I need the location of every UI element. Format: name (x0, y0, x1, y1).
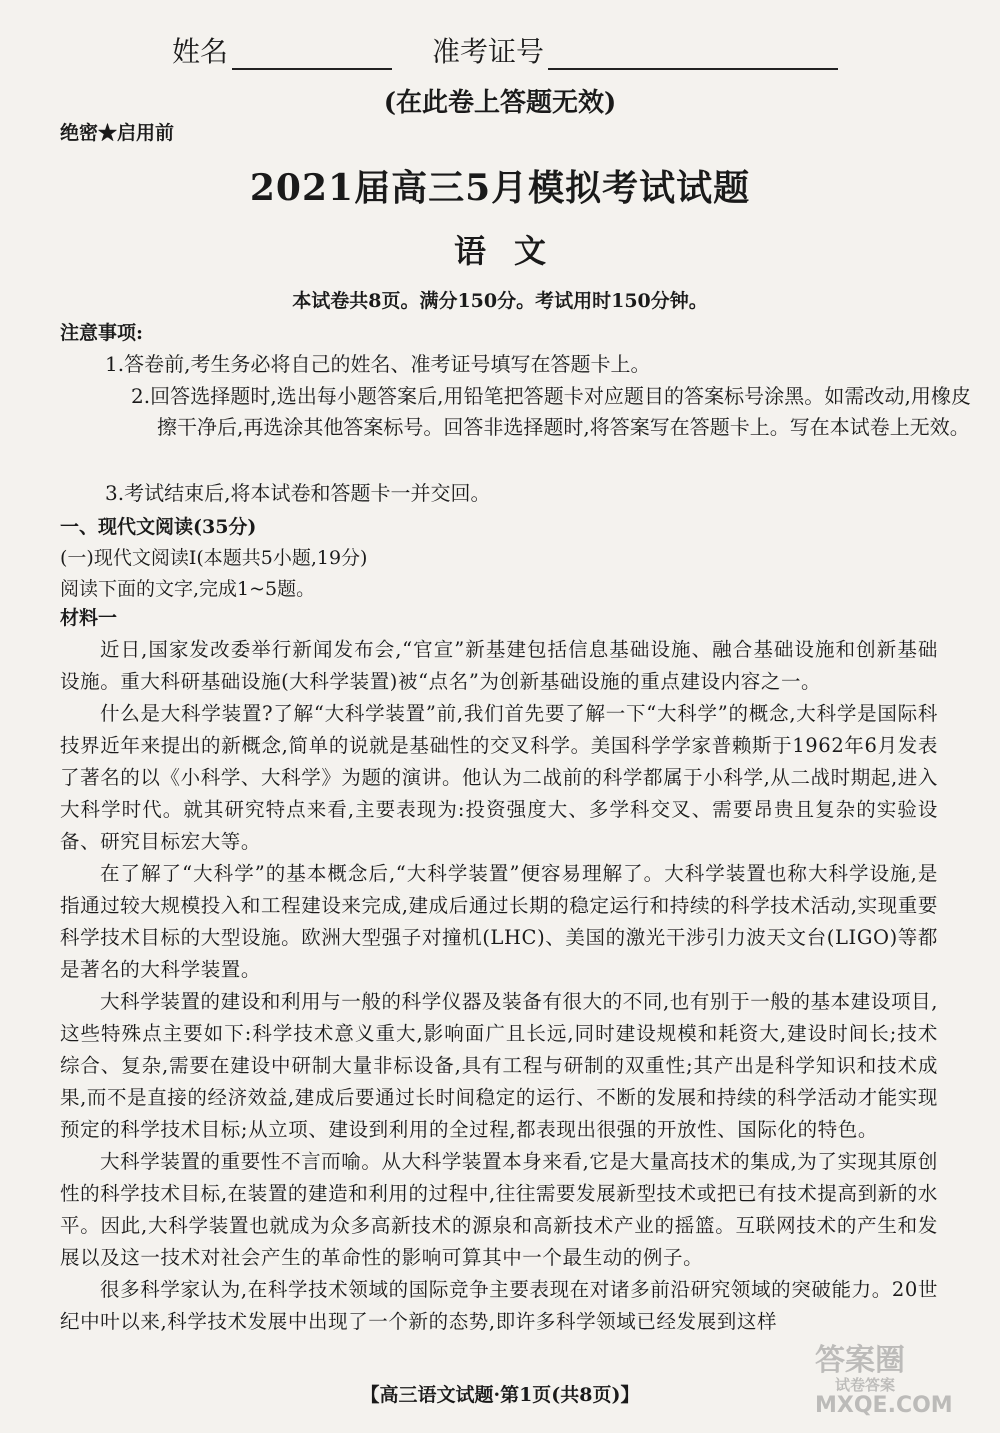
notice-item: 3.考试结束后,将本试卷和答题卡一并交回。 (105, 481, 491, 505)
material-label: 材料一 (60, 607, 118, 629)
name-blank-line (232, 38, 392, 70)
exam-title: 2021届高三5月模拟考试试题 (249, 167, 751, 209)
watermark-url: MXQE.COM (815, 1393, 953, 1418)
passage (60, 634, 938, 1338)
passage-paragraph: 大科学装置的重要性不言而喻。从大科学装置本身来看,它是大量高技术的集成,为了实现其原创性的科学技术目标,在装置的建造和利用的过程中,往往需要发展新型技术或把已有技术提高到新的水平。因此,大科学装置也就成为众多高新技术的源泉和高新技术产业的摇篮。互联网技术的产生和发展以及这一技术对社会产生的革命性的影响可算其中一个最生动的例子。 (60, 1150, 938, 1269)
passage-paragraph: 近日,国家发改委举行新闻发布会,“官宣”新基建包括信息基础设施、融合基础设施和创新基础设施。重大科研基础设施(大科学装置)被“点名”为创新基础设施的重点建设内容之一。 (60, 638, 938, 693)
watermark-logo: 答案圈 (815, 1343, 905, 1378)
candidate-info-row (172, 30, 838, 70)
notice-heading: 注意事项: (60, 322, 144, 344)
instruction-text: 阅读下面的文字,完成1~5题。 (60, 578, 316, 600)
page-footer: 【高三语文试题·第1页(共8页)】 (360, 1384, 640, 1406)
secret-label: 绝密★启用前 (60, 122, 175, 144)
passage-paragraph: 很多科学家认为,在科学技术领域的国际竞争主要表现在对诸多前沿研究领域的突破能力。20世纪中叶以来,科学技术发展中出现了一个新的态势,即许多科学领域已经发展到这样 (60, 1278, 938, 1333)
subsection-heading: (一)现代文阅读Ⅰ(本题共5小题,19分) (60, 547, 368, 569)
watermark (815, 1345, 953, 1419)
passage-paragraph: 大科学装置的建设和利用与一般的科学仪器及装备有很大的不同,也有别于一般的基本建设项目,这些特殊点主要如下:科学技术意义重大,影响面广且长远,同时建设规模和耗资大,建设时间长;技术综合、复杂,需要在建设中研制大量非标设备,具有工程与研制的双重性;其产出是科学知识和技术成果,而不是直接的经济效益,建成后要通过长时间稳定的运行、不断的发展和持续的科学活动才能实现预定的科学技术目标;从立项、建设到利用的全过程,都表现出很强的开放性、国际化的特色。 (60, 990, 938, 1141)
name-label: 姓名 (172, 35, 229, 68)
passage-paragraph: 在了解了“大科学”的基本概念后,“大科学装置”便容易理解了。大科学装置也称大科学设施,是指通过较大规模投入和工程建设来完成,建成后通过长期的稳定运行和持续的科学技术活动,实现重要科学技术目标的大型设施。欧洲大型强子对撞机(LHC)、美国的激光干涉引力波天文台(LIGO)等都是著名的大科学装置。 (60, 862, 938, 981)
section-heading: 一、现代文阅读(35分) (60, 516, 257, 538)
subject-title: 语文 (453, 232, 574, 270)
exam-id-label: 准考证号 (432, 35, 545, 68)
notice-item: 2.回答选择题时,选出每小题答案后,用铅笔把答题卡对应题目的答案标号涂黑。如需改动,用橡皮擦干净后,再选涂其他答案标号。回答非选择题时,将答案写在答题卡上。写在本试卷上无效。 (131, 384, 971, 439)
exam-info: 本试卷共8页。满分150分。考试用时150分钟。 (292, 290, 708, 312)
passage-paragraph: 什么是大科学装置?了解“大科学装置”前,我们首先要了解一下“大科学”的概念,大科学是国际科技界近年来提出的新概念,简单的说就是基础性的交叉科学。美国科学学家普赖斯于1962年6月发表了著名的以《小科学、大科学》为题的演讲。他认为二战前的科学都属于小科学,从二战时期起,进入大科学时代。就其研究特点来看,主要表现为:投资强度大、多学科交叉、需要昂贵且复杂的实验设备、研究目标宏大等。 (60, 702, 938, 853)
notice-item: 1.答卷前,考生务必将自己的姓名、准考证号填写在答题卡上。 (105, 352, 651, 376)
exam-id-blank-line (548, 38, 838, 70)
watermark-subtitle: 试卷答案 (835, 1376, 896, 1394)
invalid-note: (在此卷上答题无效) (383, 88, 617, 118)
